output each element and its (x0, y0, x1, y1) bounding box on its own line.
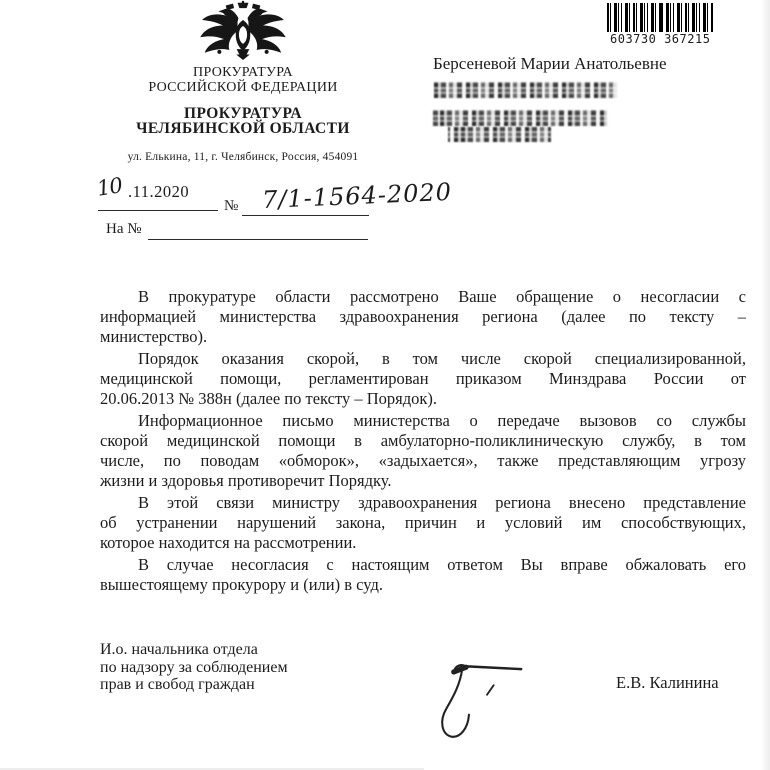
paragraph (100, 411, 746, 491)
signer-position (100, 641, 288, 694)
body-line: В этой связи министру здравоохранения региона внесено представление (138, 493, 746, 512)
signature-icon (430, 652, 525, 747)
date-underline (98, 210, 218, 211)
outgoing-number-handwritten: 7/1-1564-2020 (261, 177, 453, 215)
reply-number-label: На № (106, 221, 142, 237)
signer-position-line2: по надзору за соблюдением (100, 658, 288, 676)
paragraph (100, 493, 746, 553)
paragraph (100, 349, 746, 409)
letter-body (100, 287, 746, 597)
body-line: В случае несогласия с настоящим ответом Вы вправе обжаловать его (138, 555, 746, 574)
signer-position-line3: прав и свобод граждан (100, 676, 255, 693)
date-printed: .11.2020 (128, 182, 190, 201)
body-line: Порядок оказания скорой, в том числе скорой специализированной, (138, 349, 746, 368)
body-line: об устранении нарушений закона, причин и условий им способствующих, (100, 513, 746, 532)
body-line: 20.06.2013 № 388н (далее по тексту – Порядок). (100, 389, 438, 408)
org-name-regional (102, 106, 384, 136)
org-regional-line2: ЧЕЛЯБИНСКОЙ ОБЛАСТИ (136, 120, 350, 137)
signer-name: Е.В. Калинина (616, 673, 719, 692)
barcode-digits: 603730 367215 (607, 32, 713, 46)
body-line: числе, по поводам «обморок», «задыхается», также представляющим угрозу (100, 451, 746, 470)
body-line: которое находится на рассмотрении. (100, 533, 357, 552)
barcode (607, 3, 713, 46)
date-day-handwritten: 10 (95, 173, 124, 201)
letterhead (102, 0, 384, 163)
paragraph (100, 287, 746, 347)
reply-number-underline (148, 239, 368, 240)
paragraph (100, 555, 746, 595)
redacted-address-line (433, 110, 607, 126)
scan-edge-shadow (761, 0, 770, 770)
coat-of-arms-icon (195, 0, 291, 60)
recipient-name: Берсеневой Марии Анатольевне (433, 54, 667, 73)
body-line: медицинской помощи, регламентирован приказом Минздрава России от (100, 369, 746, 388)
body-line: скорой медицинской помощи в амбулаторно-поликлиническую службу, в том (100, 431, 746, 450)
body-line: жизни и здоровья противоречит Порядку. (100, 471, 392, 490)
redacted-address-line (434, 82, 617, 98)
org-name-federation (102, 66, 384, 95)
body-line: министерство). (100, 327, 208, 346)
number-sign: № (224, 198, 239, 214)
org-address: ул. Елькина, 11, г. Челябинск, Россия, 454091 (127, 151, 359, 163)
body-line: информацией министерства здравоохранения региона (далее по тексту – (100, 307, 746, 326)
redacted-address-line (448, 127, 551, 142)
signer-position-line1: И.о. начальника отдела (100, 641, 258, 658)
outgoing-number-underline (242, 215, 369, 216)
org-federation-line1: ПРОКУРАТУРА (193, 65, 293, 80)
org-federation-line2: РОССИЙСКОЙ ФЕДЕРАЦИИ (148, 79, 338, 95)
body-line: вышестоящему прокурору и (или) в суд. (100, 575, 383, 594)
body-line: Информационное письмо министерства о передаче вызовов со службы (138, 411, 746, 430)
org-regional-line1: ПРОКУРАТУРА (184, 105, 302, 122)
body-line: В прокуратуре области рассмотрено Ваше обращение о несогласии с (138, 287, 746, 306)
